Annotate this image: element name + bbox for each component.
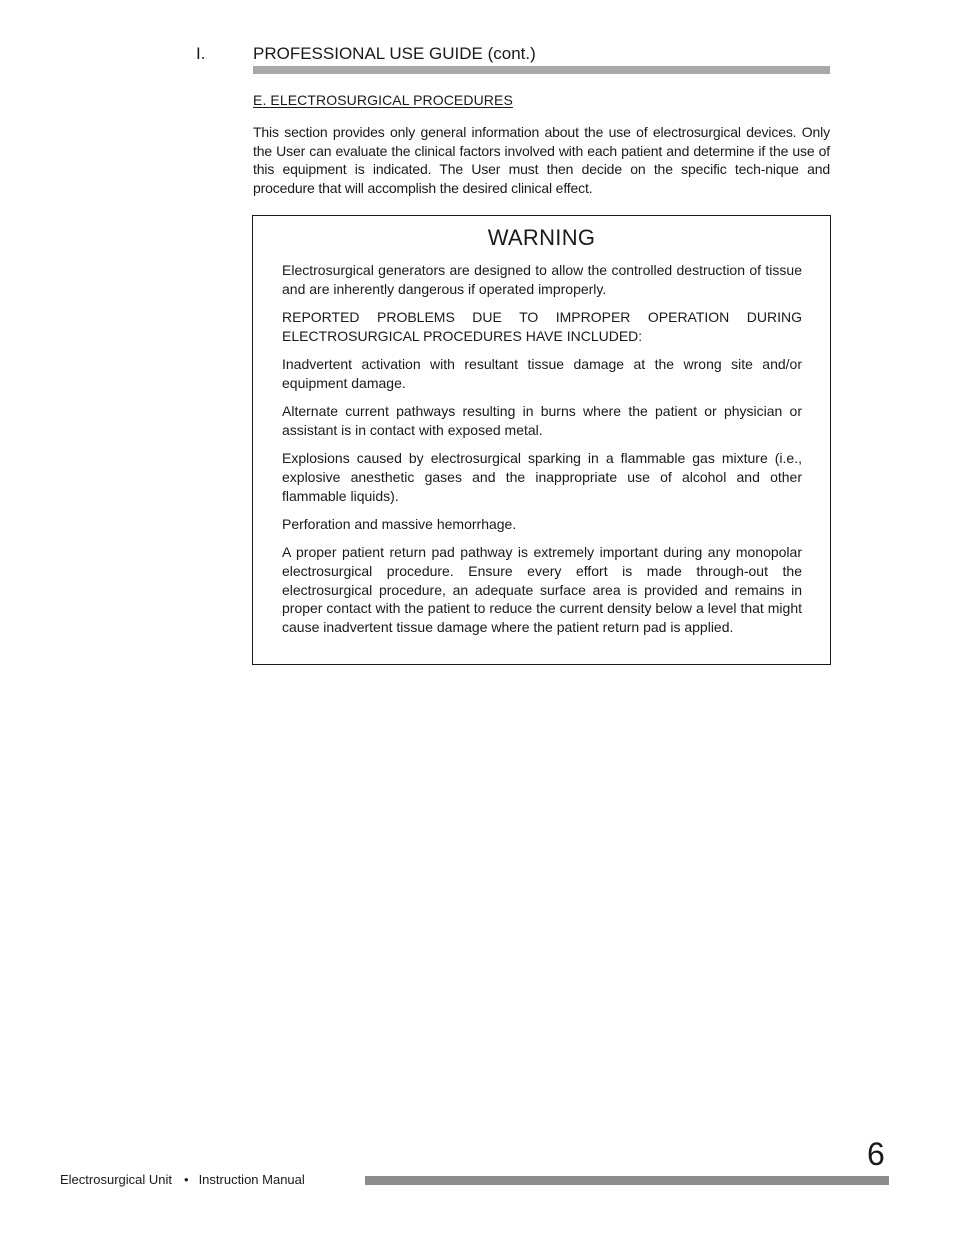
- footer-bullet: •: [184, 1172, 189, 1187]
- warning-paragraph: A proper patient return pad pathway is extremely important during any monopolar electrosurgical procedure. Ensure every effort is made through-out the electrosurgical procedure, an adequate surface area is provided and remains in proper contact with the patient to reduce the current density below a level that might cause inadvertent tissue damage where the patient return pad is applied.: [282, 543, 802, 636]
- warning-box: [252, 215, 831, 665]
- footer-rule: [365, 1176, 889, 1185]
- section-title: PROFESSIONAL USE GUIDE (cont.): [253, 44, 536, 63]
- footer-product: Electrosurgical Unit: [60, 1172, 172, 1187]
- subsection-title: E. ELECTROSURGICAL PROCEDURES: [253, 92, 513, 108]
- header-rule: [253, 66, 830, 74]
- intro-paragraph: This section provides only general information about the use of electrosurgical devices. Only the User can evaluate the clinical factors involved with each patient and determine if the use of this equipment is indicated. The User must then decide on the specific tech-nique and procedure that will accomplish the desired clinical effect.: [253, 124, 830, 196]
- warning-paragraph: Perforation and massive hemorrhage.: [282, 515, 517, 532]
- page-number: 6: [867, 1136, 885, 1172]
- warning-paragraph: Alternate current pathways resulting in burns where the patient or physician or assistant is in contact with exposed metal.: [282, 402, 802, 438]
- warning-paragraph: Explosions caused by electrosurgical sparking in a flammable gas mixture (i.e., explosive anesthetic gases and the inappropriate use of alcohol and other flammable liquids).: [282, 449, 802, 504]
- warning-paragraph: Inadvertent activation with resultant tissue damage at the wrong site and/or equipment damage.: [282, 355, 802, 391]
- warning-body: [282, 261, 802, 646]
- warning-title: WARNING: [487, 225, 596, 250]
- footer-text: [60, 1172, 305, 1188]
- warning-paragraph: REPORTED PROBLEMS DUE TO IMPROPER OPERATION DURING ELECTROSURGICAL PROCEDURES HAVE INCLUDED:: [282, 308, 802, 344]
- warning-paragraph: Electrosurgical generators are designed to allow the controlled destruction of tissue and are inherently dangerous if operated improperly.: [282, 262, 802, 297]
- footer-document: Instruction Manual: [198, 1172, 305, 1187]
- section-number: I.: [196, 44, 206, 63]
